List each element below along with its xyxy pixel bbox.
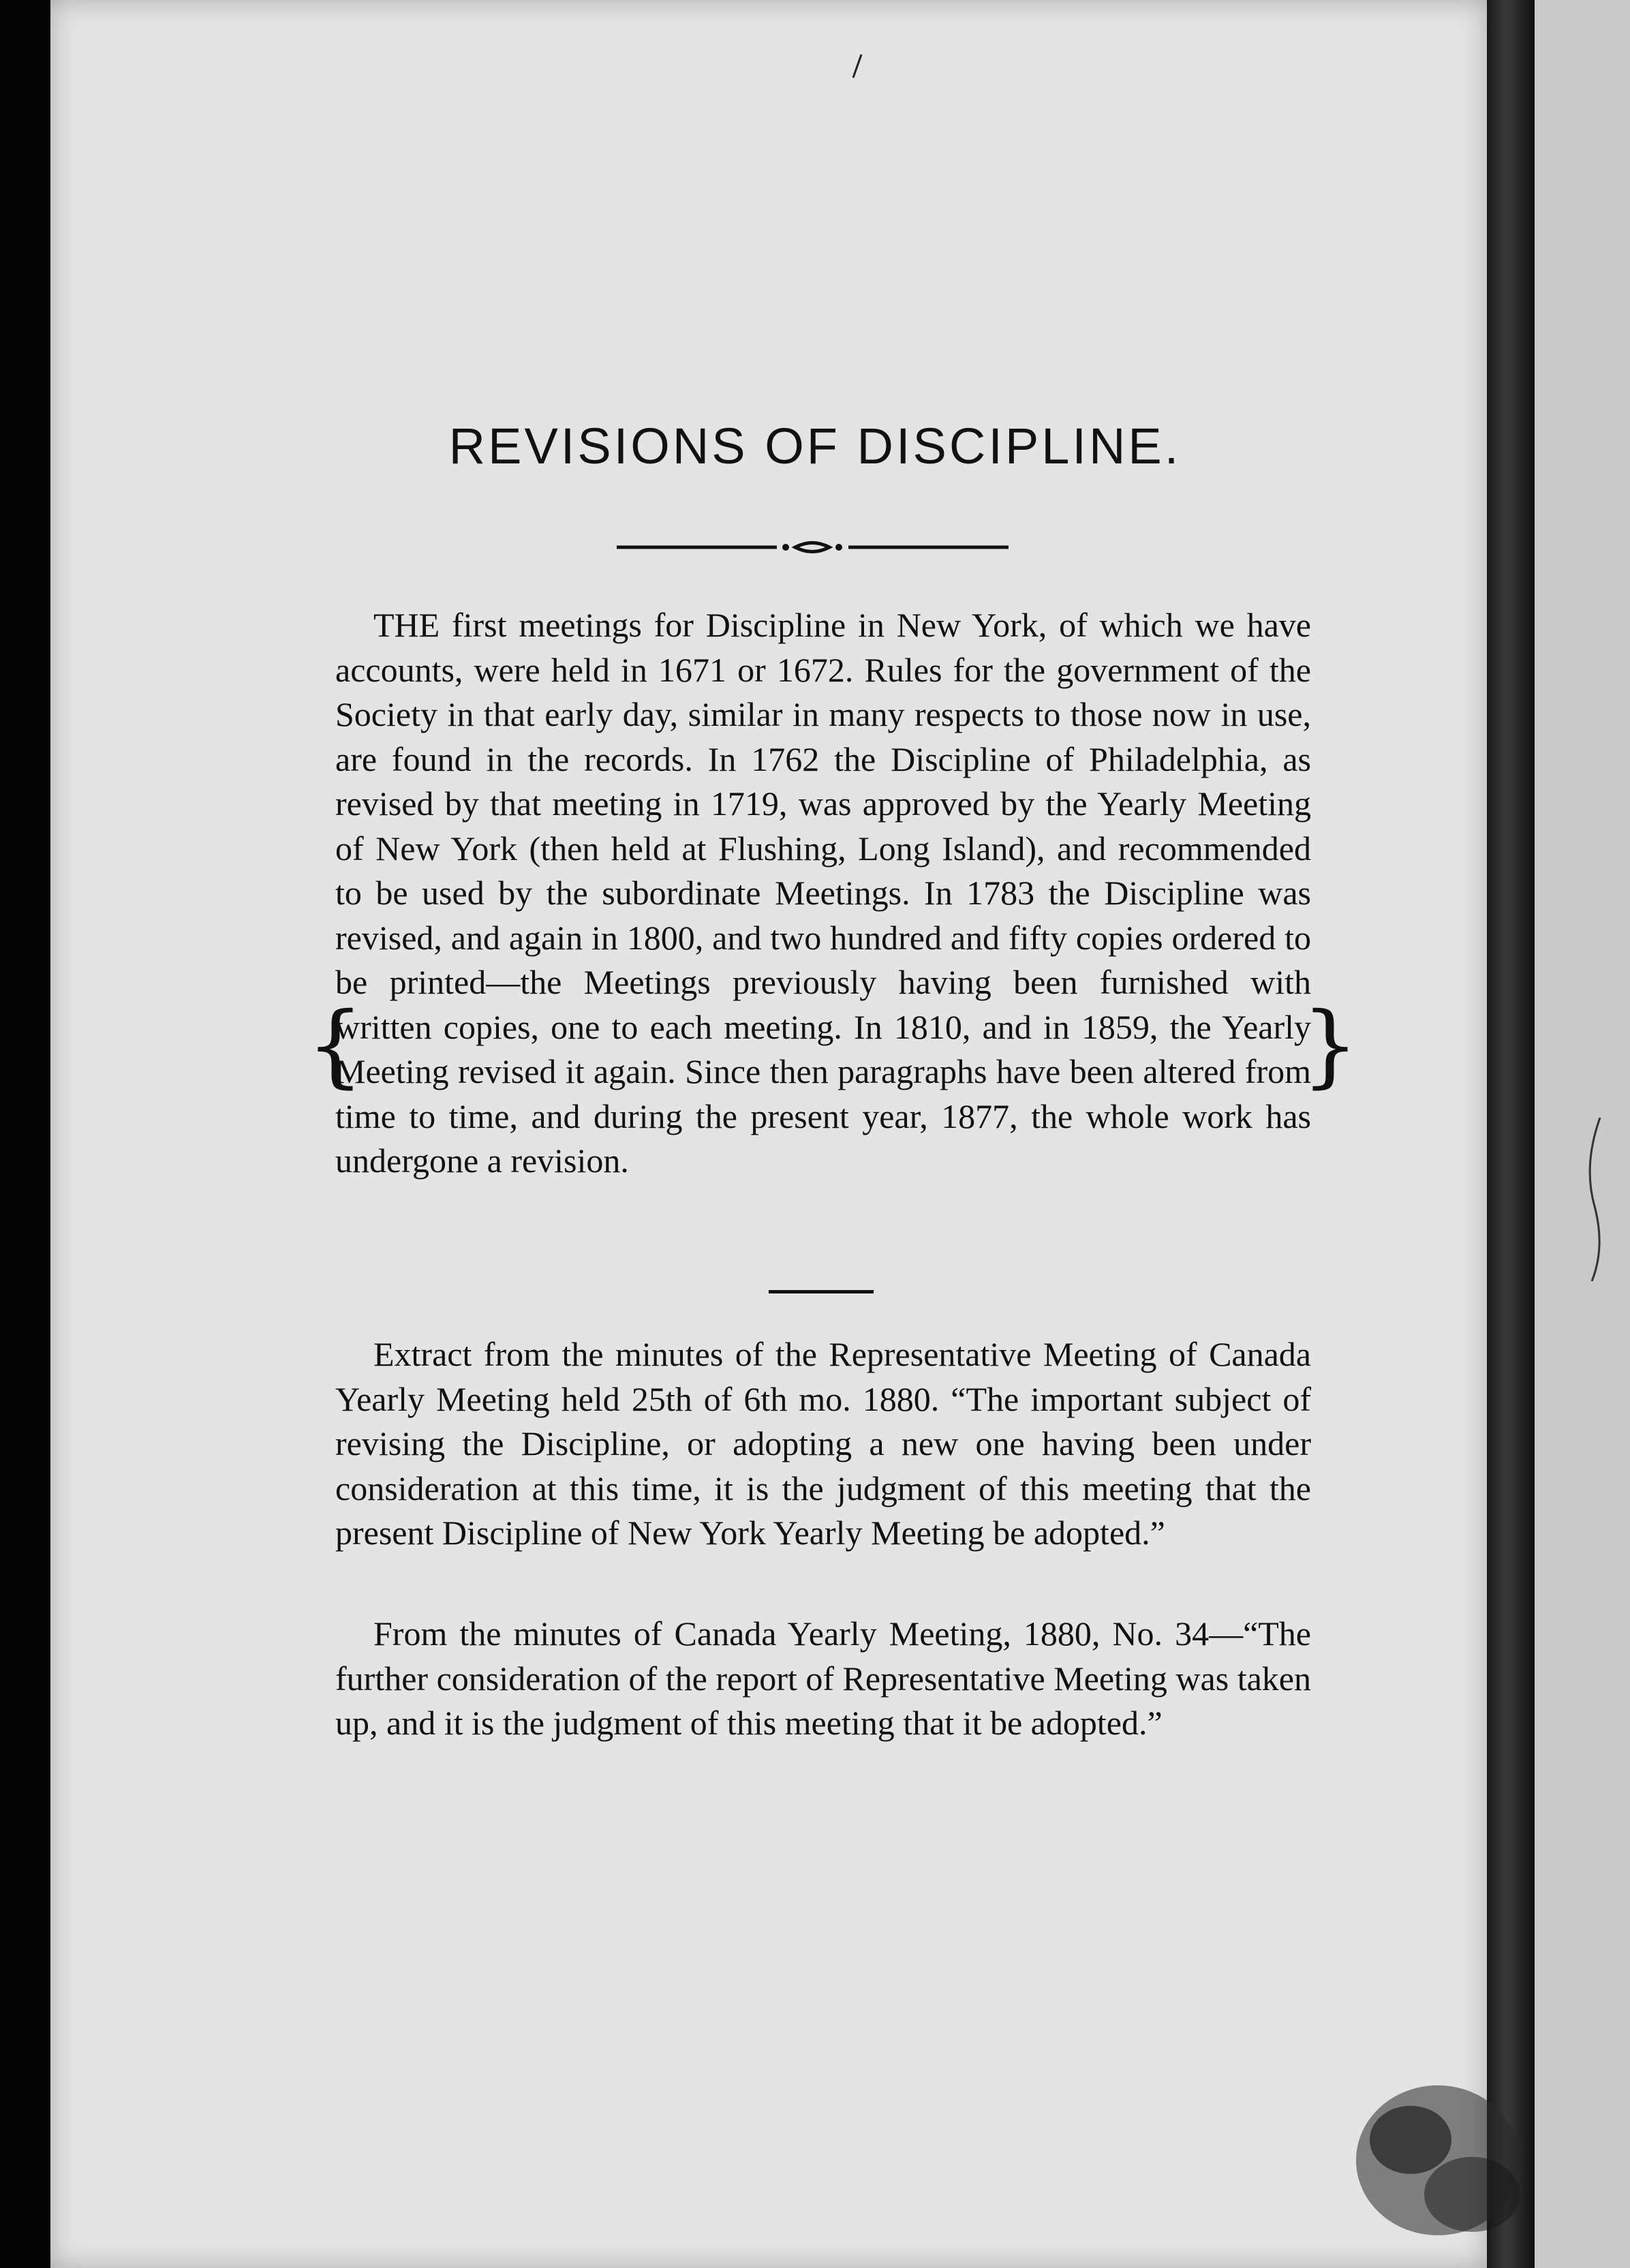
pencil-tick-mark (850, 53, 864, 80)
section-rule (769, 1290, 874, 1293)
ornamental-divider (617, 530, 1009, 564)
page-heading: REVISIONS OF DISCIPLINE. (448, 418, 1182, 474)
handwritten-bracket-left: { (307, 993, 364, 1098)
paragraph-yearly-minutes: From the minutes of Canada Yearly Meeting, 1880, No. 34—“The further consideration of the report of Representative Meeting was taken up, and it is the judgment of this meeting that it be adopted.” (335, 1614, 1311, 1742)
book-spine-shadow (1487, 0, 1535, 2268)
page-stain (1336, 2051, 1540, 2256)
handwritten-bracket-right: } (1302, 993, 1359, 1098)
paragraph-history: THE first meetings for Discipline in New York, of which we have accounts, were held in 1671 or 1672. Rules for the government of the Society in that early day, similar in many respects to those now in use, are found in the records. In 1762 the Discipline of Philadelphia, as revised by that meeting in 1719, was approved by the Yearly Meeting of New York (then held at Flushing, Long Island), and recommended to be used by the subordinate Meetings. In 1783 the Discipline was revised, and again in 1800, and two hundred and fifty copies ordered to be printed—the Meetings previously having been furnished with written copies, one to each meeting. In 1810, and in 1859, the Yearly Meeting revised it again. Since then paragraphs have been altered from time to time, and during the present year, 1877, the whole work has undergone a revision. (335, 606, 1311, 1180)
paragraph-representative-extract: Extract from the minutes of the Representative Meeting of Canada Yearly Meeting held 25th of 6th mo. 1880. “The important subject of revising the Discipline, or adopting a new one having been under consideration at this time, it is the judgment of this meeting that the present Discipline of New York Yearly Meeting be adopted.” (335, 1335, 1311, 1552)
margin-pen-mark (1580, 1118, 1614, 1281)
